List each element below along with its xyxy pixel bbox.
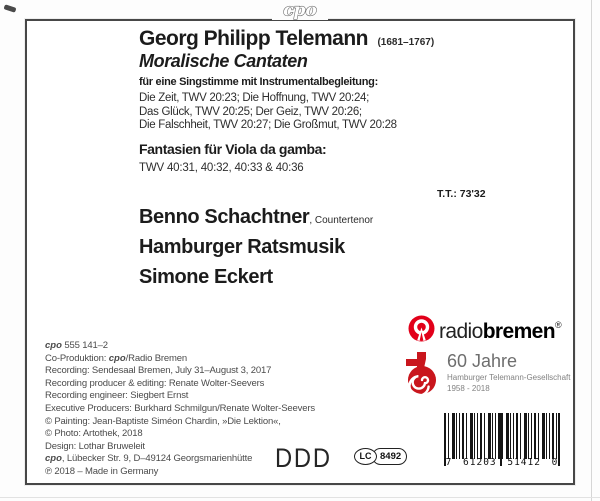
cpo-label-logo [272,0,328,20]
radiobremen-text-bremen: bremen [482,320,555,343]
fantasias-twv-list: TWV 40:31, 40:32, 40:33 & 40:36 [139,162,304,174]
cantata-line: Das Glück, TWV 20:25; Der Geiz, TWV 20:26; [139,105,362,118]
telemann-t-spiral-icon [405,350,439,396]
barcode-digits: 7 61203 51412 0 [445,457,559,468]
composer-name: Georg Philipp Telemann [139,27,368,50]
performer-row [139,204,373,234]
credit-line: cpo 555 141–2 [45,340,108,351]
barcode-bars [444,413,560,459]
credit-line: © Painting: Jean-Baptiste Siméon Chardin, »Die Lektion«, [45,415,281,427]
anniversary-title: 60 Jahre [447,351,518,371]
composer-row [139,27,434,51]
performer-name: Hamburger Ratsmusik [139,236,345,258]
work-subtitle: für eine Singstimme mit Instrumentalbegleitung: [139,76,378,88]
cantata-list [139,92,397,133]
ddd-recording-mark: DDD [275,443,332,473]
cantata-line: Die Zeit, TWV 20:23; Die Hoffnung, TWV 20:24; [139,92,370,104]
credit-line: © Photo: Artothek, 2018 [45,428,143,440]
work-title: Moralische Cantaten [139,51,308,71]
radiobremen-wordmark [439,312,561,345]
lc-number: 8492 [372,448,407,465]
photo-edge [591,0,592,501]
photo-edge [0,497,600,498]
cantata-line: Die Falschheit, TWV 20:27; Die Großmut, TWV 20:28 [139,119,397,131]
radiobremen-logo [408,312,561,345]
cpo-logo-icon [274,0,326,20]
credit-line: Recording producer & editing: Renate Wolter-Seevers [45,377,265,389]
total-time: T.T.: 73'32 [437,188,486,200]
radiobremen-text-radio: radio [439,320,483,343]
credit-line: Co-Produktion: cpo/Radio Bremen [45,352,188,364]
credit-line: Recording: Sendesaal Bremen, July 31–August 3, 2017 [45,365,272,377]
content-frame [25,19,575,485]
label-code-badge [354,448,407,465]
fantasias-heading: Fantasien für Viola da gamba: [139,141,327,157]
performer-role: , Countertenor [309,215,374,226]
performer-list [139,204,373,294]
performer-row [139,234,373,264]
telemann-gesellschaft-logo [405,350,570,396]
radiobremen-icon [408,315,435,342]
credit-line: Executive Producers: Burkhard Schmilgun/Renate Wolter-Seevers [45,402,315,414]
performer-name: Simone Eckert [139,266,273,288]
registered-mark-icon: ® [554,320,562,330]
composer-dates: (1681–1767) [377,37,435,48]
ean-barcode [442,413,562,475]
performer-row [139,264,373,294]
credit-line: Design: Lothar Bruweleit [45,440,145,452]
scan-artifact [4,4,17,12]
performer-name: Benno Schachtner [139,206,310,228]
society-name: Hamburger Telemann-Gesellschaft [447,373,571,382]
credit-line: cpo, Lübecker Str. 9, D–49124 Georgsmarienhütte [45,453,253,465]
svg-text:cpo: cpo [283,0,317,20]
credit-line: Recording engineer: Siegbert Ernst [45,390,189,402]
lc-icon: LC [354,448,377,465]
anniversary-years: 1958 - 2018 [447,384,490,393]
credit-line: ℗ 2018 – Made in Germany [45,465,159,477]
telemann-gesellschaft-text [447,350,570,393]
